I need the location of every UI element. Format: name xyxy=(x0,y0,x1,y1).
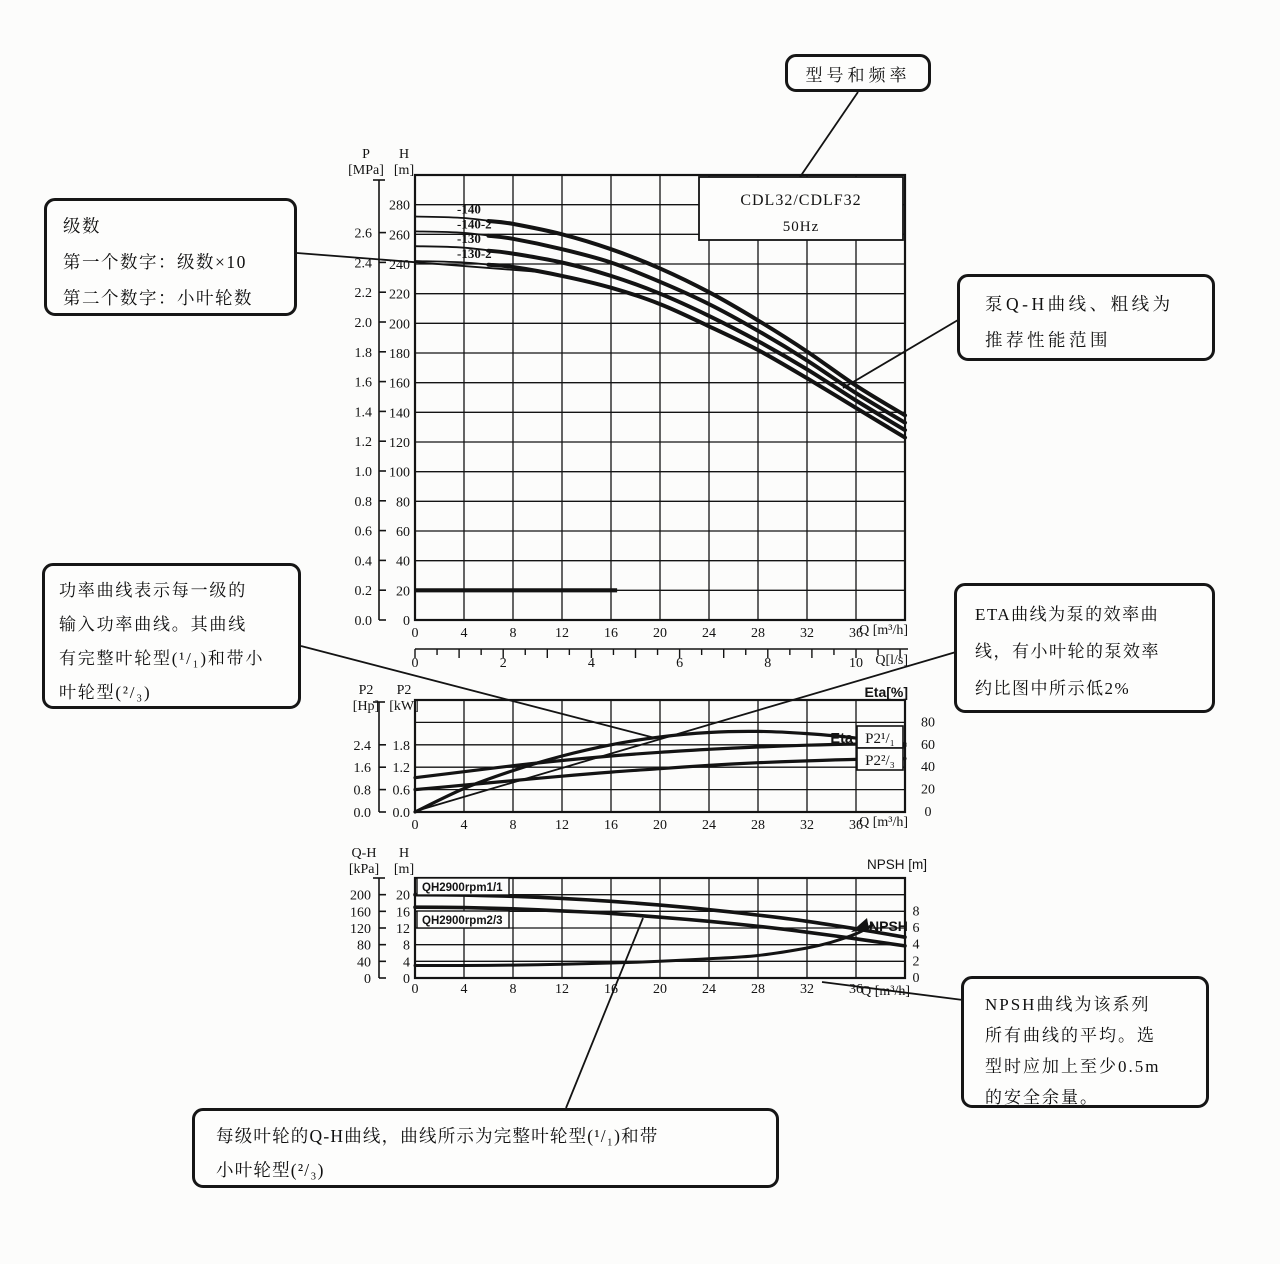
svg-text:16: 16 xyxy=(604,818,618,833)
svg-text:H: H xyxy=(398,846,410,861)
svg-text:-140: -140 xyxy=(457,201,481,217)
svg-text:0.0: 0.0 xyxy=(354,614,372,629)
callout-stages-line2: 第一个数字：级数×10 xyxy=(63,252,247,272)
svg-text:20: 20 xyxy=(921,782,935,798)
svg-text:P2²/₃: P2²/₃ xyxy=(865,753,895,769)
svg-text:180: 180 xyxy=(389,347,410,362)
svg-text:Eta[%]: Eta[%] xyxy=(864,684,908,700)
svg-text:2.0: 2.0 xyxy=(354,316,372,331)
svg-text:160: 160 xyxy=(389,376,410,392)
svg-text:12: 12 xyxy=(555,982,569,997)
svg-text:0: 0 xyxy=(411,626,419,641)
svg-text:36: 36 xyxy=(849,982,863,997)
svg-text:0.0: 0.0 xyxy=(353,806,371,821)
svg-text:16: 16 xyxy=(604,626,618,641)
svg-text:24: 24 xyxy=(702,982,716,997)
main-qh-chart xyxy=(348,147,908,671)
svg-text:NPSH [m]: NPSH [m] xyxy=(866,857,928,872)
svg-text:28: 28 xyxy=(751,982,765,997)
svg-text:0: 0 xyxy=(411,656,419,671)
svg-text:4: 4 xyxy=(912,937,920,953)
callout-stages-line3: 第二个数字：小叶轮数 xyxy=(63,288,253,308)
svg-text:1.4: 1.4 xyxy=(354,405,372,421)
callout-npsh-line3: 型时应加上至少0.5m xyxy=(985,1057,1161,1076)
svg-text:20: 20 xyxy=(396,584,410,600)
callout-model-text: 型号和频率 xyxy=(805,65,911,85)
svg-text:20: 20 xyxy=(396,888,410,904)
svg-text:2: 2 xyxy=(499,656,507,671)
callout-power-curve xyxy=(42,563,301,709)
svg-text:0.8: 0.8 xyxy=(354,494,372,510)
svg-text:0.0: 0.0 xyxy=(392,806,410,821)
svg-text:100: 100 xyxy=(389,465,410,481)
svg-text:[kW]: [kW] xyxy=(389,699,419,714)
svg-text:24: 24 xyxy=(702,818,716,833)
callout-power-line1: 功率曲线表示每一级的 xyxy=(59,581,247,600)
svg-text:120: 120 xyxy=(389,436,410,451)
svg-text:12: 12 xyxy=(555,626,569,641)
svg-text:32: 32 xyxy=(800,818,814,833)
svg-text:2.4: 2.4 xyxy=(354,256,372,272)
callout-npsh xyxy=(961,976,1209,1108)
svg-text:4: 4 xyxy=(460,626,468,641)
callout-qh-line1: 泵Q-H曲线、粗线为 xyxy=(985,294,1174,314)
svg-text:12: 12 xyxy=(555,818,569,833)
svg-text:160: 160 xyxy=(350,905,371,921)
svg-text:0: 0 xyxy=(912,971,920,986)
svg-text:H: H xyxy=(398,147,410,162)
svg-text:8: 8 xyxy=(509,626,517,641)
callout-stages-line1: 级数 xyxy=(63,216,101,236)
svg-text:1.2: 1.2 xyxy=(392,761,410,777)
callout-impeller-line2: 小叶轮型(²/₃) xyxy=(216,1160,325,1180)
svg-text:80: 80 xyxy=(357,938,371,954)
svg-text:[m]: [m] xyxy=(393,163,415,178)
svg-text:2.2: 2.2 xyxy=(354,286,372,302)
svg-text:-130-2: -130-2 xyxy=(457,246,492,262)
svg-text:CDL32/CDLF32: CDL32/CDLF32 xyxy=(740,192,862,209)
svg-text:P2: P2 xyxy=(358,683,374,698)
svg-text:P2: P2 xyxy=(396,683,412,698)
svg-text:0: 0 xyxy=(403,614,410,629)
svg-text:20: 20 xyxy=(653,818,667,833)
callout-power-line3: 有完整叶轮型(¹/₁)和带小 xyxy=(59,649,265,668)
callout-eta-line1: ETA曲线为泵的效率曲 xyxy=(975,605,1160,624)
svg-text:0: 0 xyxy=(403,972,410,987)
svg-text:-130: -130 xyxy=(457,231,481,247)
svg-text:1.6: 1.6 xyxy=(353,761,371,777)
svg-text:0: 0 xyxy=(411,818,419,833)
svg-text:2.6: 2.6 xyxy=(354,226,372,242)
svg-text:8: 8 xyxy=(912,904,920,920)
svg-text:220: 220 xyxy=(389,287,410,303)
svg-text:200: 200 xyxy=(389,317,410,333)
svg-text:QH2900rpm1/1: QH2900rpm1/1 xyxy=(422,882,503,894)
svg-text:28: 28 xyxy=(751,626,765,641)
svg-text:8: 8 xyxy=(403,938,410,954)
svg-text:Q [m³/h]: Q [m³/h] xyxy=(859,815,908,830)
callout-npsh-line1: NPSH曲线为该系列 xyxy=(985,995,1151,1014)
svg-text:32: 32 xyxy=(800,982,814,997)
svg-text:40: 40 xyxy=(357,955,371,971)
callout-eta-curve xyxy=(954,583,1215,713)
svg-text:60: 60 xyxy=(921,737,935,753)
svg-text:280: 280 xyxy=(389,198,410,214)
svg-text:0: 0 xyxy=(411,982,419,997)
callout-leader-lines xyxy=(297,92,963,1108)
svg-text:6: 6 xyxy=(676,656,684,671)
svg-text:[kPa]: [kPa] xyxy=(348,862,380,877)
svg-text:1.0: 1.0 xyxy=(354,465,372,480)
callout-npsh-line4: 的安全余量。 xyxy=(985,1088,1099,1107)
svg-text:-140-2: -140-2 xyxy=(457,216,492,232)
svg-text:2: 2 xyxy=(912,954,920,970)
svg-text:10: 10 xyxy=(849,656,863,671)
svg-text:[Hp]: [Hp] xyxy=(352,699,380,714)
callout-stage-impeller-qh xyxy=(192,1108,779,1188)
svg-text:4: 4 xyxy=(460,818,468,833)
svg-text:0: 0 xyxy=(364,972,371,987)
callout-qh-curve xyxy=(957,274,1215,361)
svg-text:20: 20 xyxy=(653,626,667,641)
svg-text:8: 8 xyxy=(509,818,517,833)
callout-impeller-line1: 每级叶轮的Q-H曲线，曲线所示为完整叶轮型(¹/₁)和带 xyxy=(216,1126,659,1146)
svg-text:QH2900rpm2/3: QH2900rpm2/3 xyxy=(422,915,503,927)
svg-text:28: 28 xyxy=(751,818,765,833)
svg-text:[MPa]: [MPa] xyxy=(348,163,384,178)
svg-text:4: 4 xyxy=(587,656,595,671)
svg-text:0.4: 0.4 xyxy=(354,554,372,570)
callout-model-frequency xyxy=(785,54,931,92)
callout-qh-line2: 推荐性能范围 xyxy=(985,330,1111,350)
svg-text:120: 120 xyxy=(350,922,371,937)
svg-text:12: 12 xyxy=(396,922,410,937)
svg-text:Q[l/s]: Q[l/s] xyxy=(875,653,908,668)
callout-eta-line3: 约比图中所示低2% xyxy=(975,679,1131,698)
svg-text:32: 32 xyxy=(800,626,814,641)
svg-text:NPSH: NPSH xyxy=(869,918,908,934)
svg-text:0: 0 xyxy=(924,805,932,820)
svg-text:P2¹/₁: P2¹/₁ xyxy=(865,731,895,747)
svg-text:Q [m³/h]: Q [m³/h] xyxy=(861,984,910,999)
svg-text:0.6: 0.6 xyxy=(354,524,372,540)
svg-text:60: 60 xyxy=(396,525,410,540)
svg-text:Q-H: Q-H xyxy=(351,846,377,861)
svg-text:[m]: [m] xyxy=(393,862,415,877)
svg-text:0.2: 0.2 xyxy=(354,584,372,600)
svg-text:140: 140 xyxy=(389,406,410,422)
svg-text:Q [m³/h]: Q [m³/h] xyxy=(859,623,908,638)
svg-text:Eta: Eta xyxy=(830,731,853,747)
stage-qh-npsh-chart xyxy=(349,846,927,999)
svg-text:200: 200 xyxy=(350,888,371,904)
svg-text:0.6: 0.6 xyxy=(392,783,410,799)
callout-stages xyxy=(44,198,297,316)
svg-text:36: 36 xyxy=(849,626,863,641)
svg-text:6: 6 xyxy=(912,921,920,936)
svg-text:8: 8 xyxy=(764,656,772,671)
callout-power-line2: 输入功率曲线。其曲线 xyxy=(59,615,247,634)
svg-text:4: 4 xyxy=(403,955,410,971)
svg-text:80: 80 xyxy=(921,715,935,731)
svg-text:8: 8 xyxy=(509,982,517,997)
svg-text:24: 24 xyxy=(702,626,716,641)
svg-text:16: 16 xyxy=(604,982,618,997)
svg-text:2.4: 2.4 xyxy=(353,738,371,754)
callout-npsh-line2: 所有曲线的平均。选 xyxy=(985,1026,1156,1045)
svg-text:20: 20 xyxy=(653,982,667,997)
svg-text:16: 16 xyxy=(396,905,410,921)
svg-text:1.8: 1.8 xyxy=(354,345,372,361)
svg-text:1.8: 1.8 xyxy=(392,738,410,754)
svg-text:P: P xyxy=(362,147,370,162)
svg-text:4: 4 xyxy=(460,982,468,997)
svg-text:0.8: 0.8 xyxy=(353,783,371,799)
svg-text:80: 80 xyxy=(396,495,410,511)
power-eta-chart xyxy=(353,683,935,833)
svg-text:1.6: 1.6 xyxy=(354,375,372,391)
svg-text:260: 260 xyxy=(389,228,410,244)
svg-text:36: 36 xyxy=(849,818,863,833)
callout-power-line4: 叶轮型(²/₃) xyxy=(59,683,152,702)
svg-text:40: 40 xyxy=(396,554,410,570)
callout-eta-line2: 线，有小叶轮的泵效率 xyxy=(975,642,1160,661)
svg-text:240: 240 xyxy=(389,258,410,273)
svg-text:50Hz: 50Hz xyxy=(782,219,820,235)
svg-text:1.2: 1.2 xyxy=(354,435,372,451)
svg-text:40: 40 xyxy=(921,760,935,776)
